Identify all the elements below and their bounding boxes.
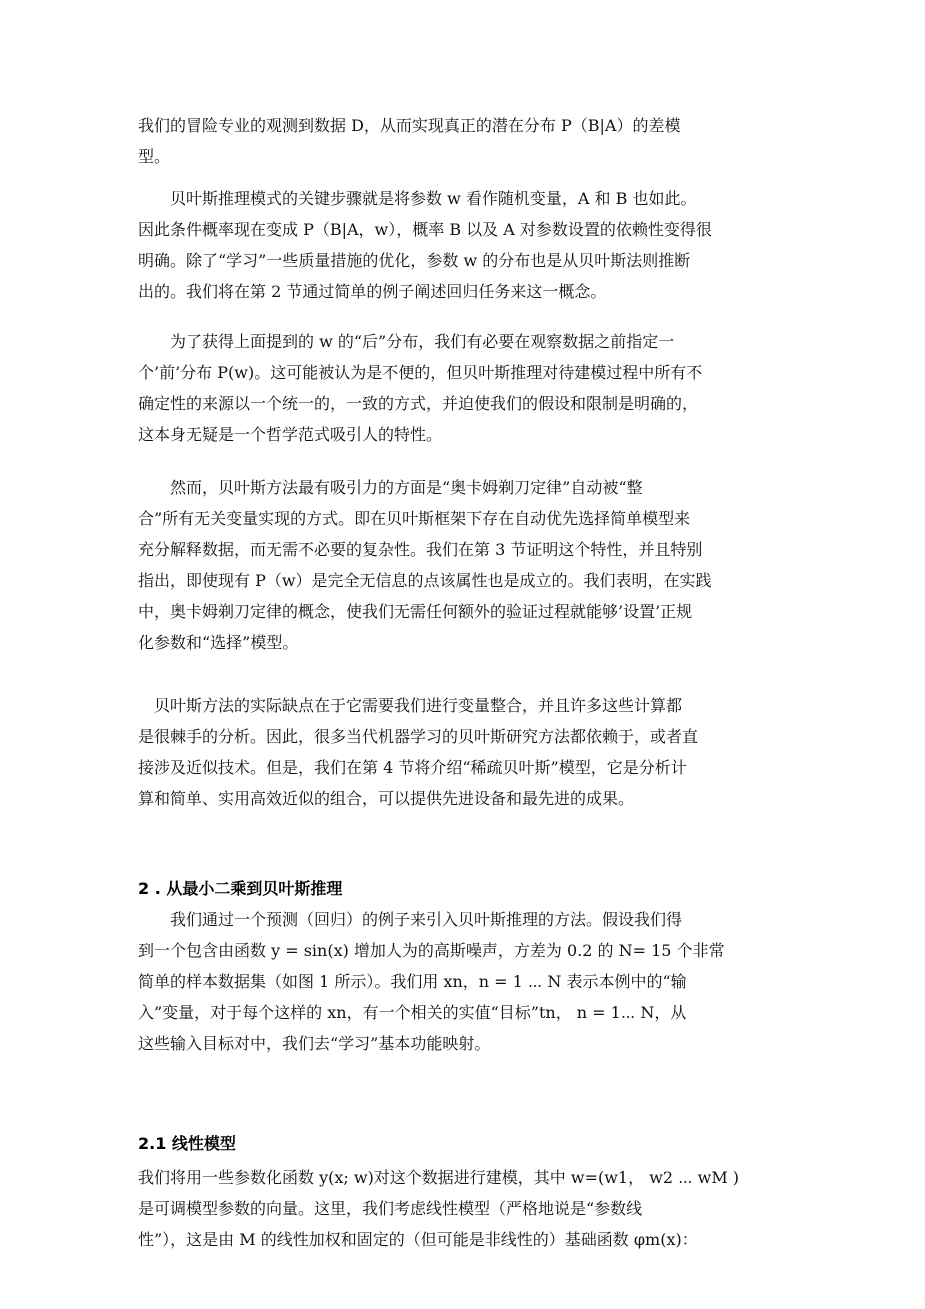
- paragraph-occam-razor: [138, 472, 803, 658]
- text-line: 贝叶斯推理模式的关键步骤就是将参数 w 看作随机变量，A 和 B 也如此。: [138, 189, 697, 208]
- paragraph-key-step: [138, 183, 803, 307]
- text-line: 是可调模型参数的向量。这里，我们考虑线性模型（严格地说是“参数线: [138, 1199, 643, 1218]
- text-line: 充分解释数据，而无需不必要的复杂性。我们在第 3 节证明这个特性，并且特别: [138, 540, 703, 559]
- text-line: 我们的冒险专业的观测到数据 D，从而实现真正的潜在分布 P（B|A）的差模: [138, 116, 681, 135]
- text-line: 这些输入目标对中，我们去“学习”基本功能映射。: [138, 1034, 491, 1053]
- text-line: 我们将用一些参数化函数 y(x; w)对这个数据进行建模，其中 w=(w1， w2 ⋯ wM ): [138, 1168, 740, 1187]
- text-line: 为了获得上面提到的 w 的“后”分布，我们有必要在观察数据之前指定一: [138, 332, 675, 351]
- paragraph-linear-model: [138, 1162, 803, 1255]
- text-line: 化参数和“选择”模型。: [138, 633, 299, 652]
- text-line: 入”变量，对于每个这样的 xn，有一个相关的实值“目标”tn， n = 1⋯ N，从: [138, 1003, 687, 1022]
- text-line: 合”所有无关变量实现的方式。即在贝叶斯框架下存在自动优先选择简单模型来: [138, 509, 691, 528]
- text-line: 这本身无疑是一个哲学范式吸引人的特性。: [138, 425, 443, 444]
- text-line: 贝叶斯方法的实际缺点在于它需要我们进行变量整合，并且许多这些计算都: [138, 696, 683, 715]
- text-line: 然而，贝叶斯方法最有吸引力的方面是“奥卡姆剃刀定律”自动被“整: [138, 478, 643, 497]
- text-line: 是很棘手的分析。因此，很多当代机器学习的贝叶斯研究方法都依赖于，或者直: [138, 727, 699, 746]
- paragraph-practical-drawback: [138, 690, 803, 814]
- section-heading-2-1: 2.1 线性模型: [138, 1134, 236, 1153]
- text-line: 个’前’分布 P(w)。这可能被认为是不便的，但贝叶斯推理对待建模过程中所有不: [138, 363, 703, 382]
- paragraph-prior-distribution: [138, 326, 803, 450]
- text-line: 型。: [138, 147, 171, 166]
- text-line: 明确。除了“学习”一些质量措施的优化，参数 w 的分布也是从贝叶斯法则推断: [138, 251, 691, 270]
- text-line: 确定性的来源以一个统一的，一致的方式，并迫使我们的假设和限制是明确的，: [138, 394, 699, 413]
- paragraph-regression-example: [138, 904, 803, 1059]
- paragraph-observed-data: [138, 110, 803, 172]
- text-line: 因此条件概率现在变成 P（B|A，w），概率 B 以及 A 对参数设置的依赖性变得很: [138, 220, 712, 239]
- text-line: 简单的样本数据集（如图 1 所示）。我们用 xn，n = 1 ⋯ N 表示本例中的“输: [138, 972, 687, 991]
- text-line: 算和简单、实用高效近似的组合，可以提供先进设备和最先进的成果。: [138, 789, 635, 808]
- text-line: 我们通过一个预测（回归）的例子来引入贝叶斯推理的方法。假设我们得: [138, 910, 683, 929]
- text-line: 接涉及近似技术。但是，我们在第 4 节将介绍“稀疏贝叶斯”模型，它是分析计: [138, 758, 687, 777]
- text-line: 中，奥卡姆剃刀定律的概念，使我们无需任何额外的验证过程就能够’设置’正规: [138, 602, 693, 621]
- text-line: 性”），这是由 M 的线性加权和固定的（但可能是非线性的）基础函数 φm(x)：: [138, 1230, 698, 1249]
- section-heading-2: 2 . 从最小二乘到贝叶斯推理: [138, 879, 343, 898]
- text-line: 到一个包含由函数 y = sin(x) 增加人为的高斯噪声，方差为 0.2 的 N= 15 个非常: [138, 941, 725, 960]
- text-line: 指出，即使现有 P（w）是完全无信息的点该属性也是成立的。我们表明，在实践: [138, 571, 712, 590]
- text-line: 出的。我们将在第 2 节通过简单的例子阐述回归任务来这一概念。: [138, 282, 607, 301]
